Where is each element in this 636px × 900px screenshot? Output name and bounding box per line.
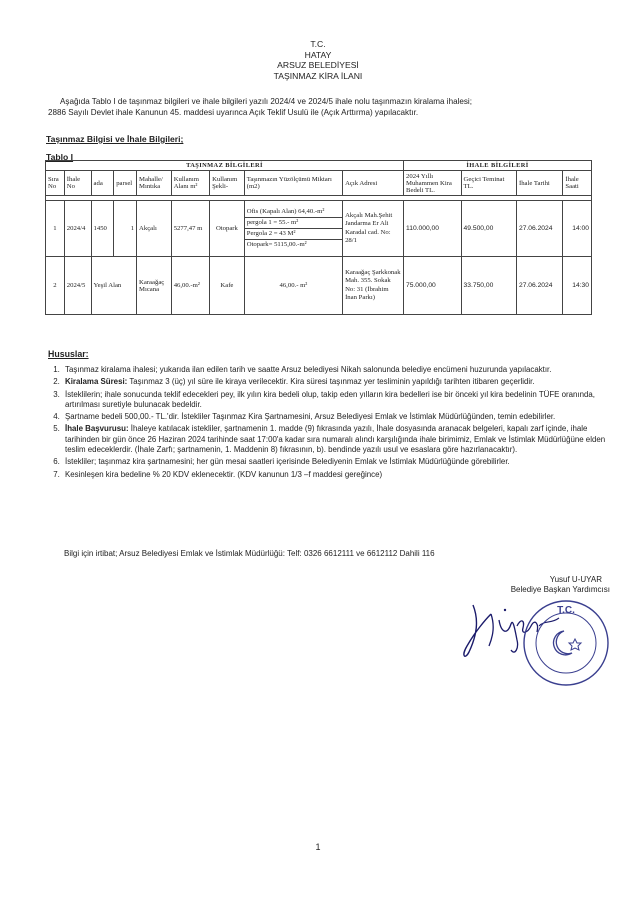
section-title: Taşınmaz Bilgisi ve İhale Bilgileri; [46, 134, 184, 144]
term-bold: Kiralama Süresi: [65, 377, 128, 387]
col-header-mahalle: Mahalle/ Mıntıka [137, 171, 172, 196]
cell-acik-adres: Karaağaç Şarkkonak Mah. 355. Sokak No: 31 (İbrahim İnan Parkı) [343, 257, 404, 315]
cell-kullanim-sekli: Kafe [210, 257, 245, 315]
header-tc: T.C. [310, 39, 326, 49]
cell-mahalle: Karaağaç Mıcana [137, 257, 172, 315]
area-item: Otopark= 5115,00.-m² [246, 241, 307, 248]
cell-kira-bedeli: 75.000,00 [404, 257, 462, 315]
cell-ada: 1450 [91, 201, 114, 257]
page-number: 1 [315, 842, 321, 852]
property-auction-table [45, 160, 592, 315]
group-header-property: TAŞINMAZ BİLGİLERİ [46, 161, 404, 171]
table-column-header-row [46, 171, 592, 196]
cell-ihale-tarihi: 27.06.2024 [516, 257, 562, 315]
cell-yuzolcumu: 46,00.- m² [244, 257, 342, 315]
header-province: HATAY [304, 49, 332, 60]
cell-gecici-teminat: 49.500,00 [461, 201, 516, 257]
col-header-kira-bedeli: 2024 Yıllı Muhammen Kira Bedeli TL. [404, 171, 462, 196]
cell-kullanim-alani: 5277,47 m [171, 201, 209, 257]
table-row [46, 201, 592, 257]
cell-parsel: 1 [114, 201, 137, 257]
col-header-ihale-no: İhale No [64, 171, 91, 196]
header-municipality: ARSUZ BELEDİYESİ [277, 60, 359, 70]
signatory-title: Belediye Başkan Yardımcısı [510, 585, 610, 594]
term-item [62, 390, 610, 411]
table-title: Tablo I [46, 152, 74, 162]
cell-ihale-saati: 14:00 [563, 201, 592, 257]
cell-ihale-no: 2024/4 [64, 201, 91, 257]
term-text: İhaleye katılacak istekliler, şartnamenin 1. madde (9) fıkrasında yazılı, İhale dosyasında aranacak belgeleri, kapalı zarf içinde, ihale tarihinden bir gün önce 26 Haziran 2024 tarihinde saat 17:00'a kadar sıra numaralı alındı karşılığında ihale birimimiz, Emlak ve İstimlak Müdürlüğüne elden teslim edeceklerdir. (İhale Zarfı; şartnamenin, 1. Maddenin 8) fıkrasının, b). bendinde yazılı usul ve esaslara göre hazırlanacaktır). [65, 424, 606, 455]
contact-info: Bilgi için irtibat; Arsuz Belediyesi Emlak ve İstimlak Müdürlüğü: Telf: 0326 6612111 ve 6612112 Dahili 116 [64, 549, 435, 558]
col-header-sira: Sıra No [46, 171, 65, 196]
col-header-ada: ada [91, 171, 114, 196]
col-header-kullanim-sekli: Kullanım Şekli- [210, 171, 245, 196]
signatory-name: Yusuf U-UYAR [549, 575, 602, 584]
term-item [62, 457, 610, 467]
col-header-acik-adres: Açık Adresi [343, 171, 404, 196]
term-text: Taşınmaz kiralama ihalesi; yukarıda ilan edilen tarih ve saatte Arsuz belediyesi Nikah salonunda belediye encümeni huzurunda yapılacaktır. [65, 365, 552, 374]
document-header [0, 39, 636, 81]
hususlar-title: Hususlar: [48, 349, 89, 359]
cell-sira: 2 [46, 257, 65, 315]
area-item: Pergola 2 = 43 M² [245, 229, 342, 240]
cell-gecici-teminat: 33.750,00 [461, 257, 516, 315]
table-row [46, 257, 592, 315]
cell-sira: 1 [46, 201, 65, 257]
cell-ada: Yeşil Alan [91, 257, 137, 315]
col-header-ihale-tarihi: İhale Tarihi [516, 171, 562, 196]
col-header-gecici-teminat: Geçici Teminat TL. [461, 171, 516, 196]
cell-yuzolcumu [244, 201, 342, 257]
intro-line-1: Aşağıda Tablo I de taşınmaz bilgileri ve ihale bilgileri yazılı 2024/4 ve 2024/5 ihale nolu taşınmazın kiralama ihalesi; [60, 97, 472, 106]
intro-paragraph [48, 96, 590, 118]
term-text: Taşınmaz 3 (üç) yıl süre ile kiraya verilecektir. Kira süresi taşınmaz yer tesliminin yapıldığı tarihten itibaren geçerlidir. [127, 377, 535, 387]
term-item [62, 424, 610, 455]
intro-line-2: 2886 Sayılı Devlet ihale Kanunun 45. maddesi uyarınca Açık Teklif Usulü ile (Açık Arttırma) yapılacaktır. [48, 108, 419, 117]
term-text: Kesinleşen kira bedeline % 20 KDV eklenecektir. (KDV kanunun 1/3 –f maddesi gereğince) [65, 469, 383, 479]
stamp-text: T.C. [557, 605, 575, 616]
term-text: İstekliler; taşınmaz kira şartnamesini; her gün mesai saatleri içerisinde Belediyenin Emlak ve İstimlak Müdürlüğünde görebilirler. [65, 457, 510, 467]
cell-kira-bedeli: 110.000,00 [404, 201, 462, 257]
cell-kullanim-alani: 46,00.-m² [171, 257, 209, 315]
header-notice-title: TAŞINMAZ KİRA İLANI [273, 70, 363, 81]
terms-list [48, 365, 610, 482]
term-item [62, 365, 610, 375]
cell-kullanim-sekli: Otopark [210, 201, 245, 257]
official-stamp [520, 597, 612, 689]
term-item [62, 377, 610, 387]
term-item [62, 470, 610, 480]
cell-mahalle: Akçalı [137, 201, 172, 257]
col-header-kullanim-alani: Kullanım Alanı m² [171, 171, 209, 196]
table-group-header-row [46, 161, 592, 171]
term-item [62, 412, 610, 422]
cell-acik-adres: Akçalı Mah.Şehit Jandarma Er Ali Karadal cad. No: 28/1 [343, 201, 404, 257]
col-header-yuzolcumu: Taşınmazın Yüzölçümü Miktarı (m2) [244, 171, 342, 196]
cell-ihale-tarihi: 27.06.2024 [516, 201, 562, 257]
col-header-parsel: parsel [114, 171, 137, 196]
col-header-ihale-saati: İhale Saati [563, 171, 592, 196]
term-bold: İhale Başvurusu: [65, 424, 129, 434]
term-text: Şartname bedeli 500,00.- TL.'dir. İstekliler Taşınmaz Kira Şartnamesini, Arsuz Belediyesi Emlak ve İstimlak Müdürlüğünden, temin edebilirler. [65, 412, 556, 422]
cell-ihale-no: 2024/5 [64, 257, 91, 315]
term-text: İsteklilerin; ihale sonucunda teklif edecekleri pey, ilk yılın kira bedeli olup, takip eden yılların kira bedelleri ise bir önceki yıl kira bedelinin TÜFE oranında, artırılması suretiyle bulunacak bedeldir. [65, 389, 595, 409]
group-header-auction: İHALE BİLGİLERİ [404, 161, 592, 171]
area-item: Ofis (Kapalı Alan) 64,40.-m² [245, 207, 342, 218]
cell-ihale-saati: 14:30 [563, 257, 592, 315]
area-item: pergola 1 = 55.- m² [245, 218, 342, 229]
